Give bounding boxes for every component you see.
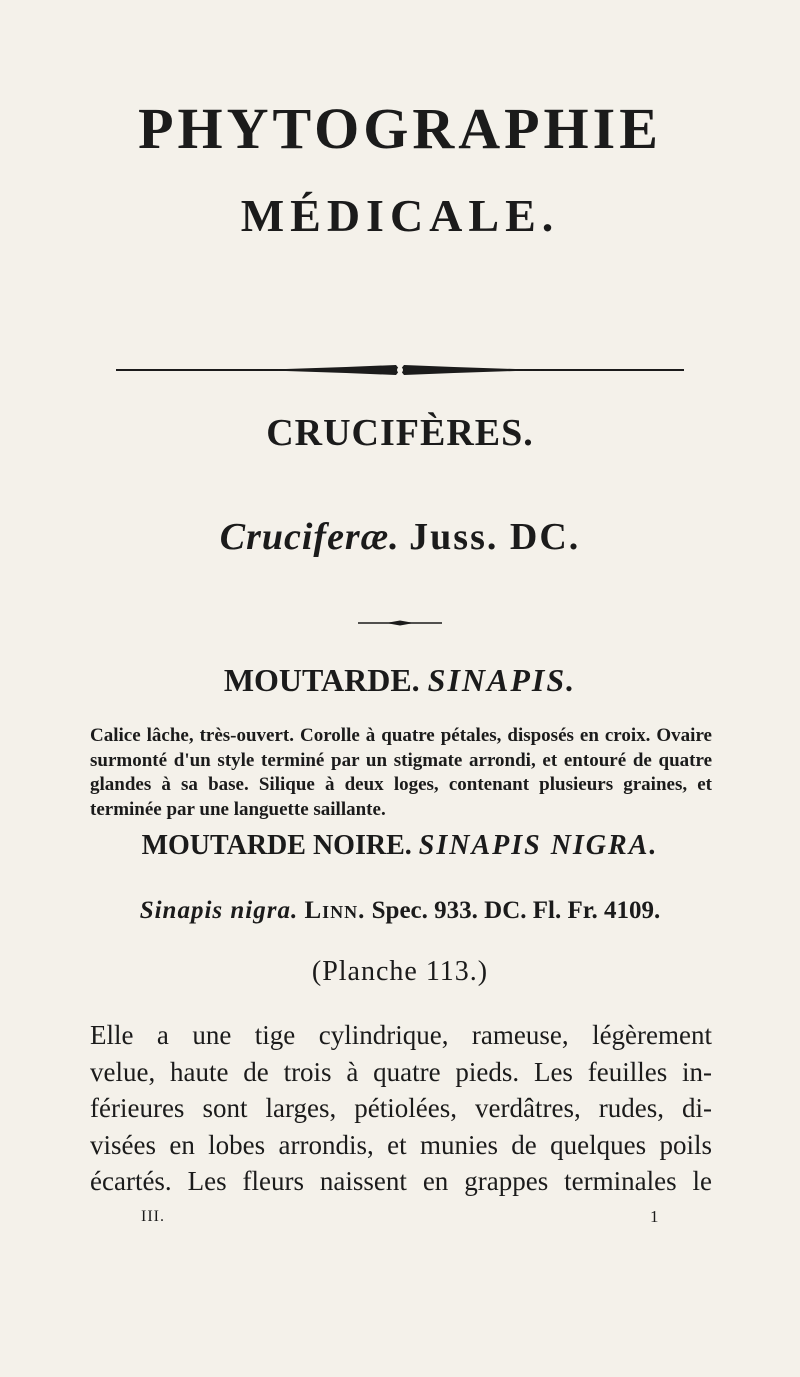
genus-heading bbox=[0, 664, 800, 696]
body-line: Elle a une tige cylindrique, rameuse, légèrement bbox=[90, 1020, 712, 1050]
citation-author: Linn. bbox=[304, 897, 366, 924]
body-line: visées en lobes arrondis, et munies de quelques poils bbox=[90, 1129, 712, 1160]
species-french: MOUTARDE NOIRE. bbox=[141, 830, 412, 861]
species-heading bbox=[0, 832, 800, 860]
gathering-signature: 1 bbox=[650, 1207, 659, 1226]
body-line: velue, haute de trois à quatre pieds. Les feuilles in- bbox=[90, 1056, 712, 1087]
page-subtitle: MÉDICALE. bbox=[240, 190, 560, 241]
body-line: écartés. Les fleurs naissent en grappes terminales le bbox=[90, 1166, 712, 1196]
species-citation bbox=[0, 898, 800, 923]
species-latin: SINAPIS NIGRA. bbox=[418, 830, 659, 861]
genus-description: Calice lâche, très-ouvert. Corolle à quatre pétales, disposés en croix. Ovaire surmonté d'un style terminé par un stigmate arrondi, et entouré de quatre glandes à sa base. Silique à deux loges, contenant plusieurs graines, et terminée par une languette saillante. bbox=[90, 725, 712, 820]
small-divider bbox=[358, 620, 442, 626]
family-latin-name: Cruciferæ. bbox=[219, 516, 400, 558]
body-paragraph bbox=[90, 1017, 712, 1200]
plate-reference: (Planche 113.) bbox=[311, 956, 489, 987]
family-heading: CRUCIFÈRES. bbox=[266, 412, 534, 454]
page-title: PHYTOGRAPHIE bbox=[138, 96, 662, 161]
genus-latin: SINAPIS. bbox=[427, 662, 577, 698]
body-line: férieures sont larges, pétiolées, verdâtres, rudes, di- bbox=[90, 1093, 712, 1123]
volume-signature: III. bbox=[141, 1208, 165, 1225]
family-latin-line bbox=[0, 518, 800, 556]
ornamental-rule bbox=[116, 362, 684, 378]
citation-name: Sinapis nigra. bbox=[139, 897, 299, 924]
family-authors: Juss. DC. bbox=[409, 516, 581, 558]
citation-reference: Spec. 933. DC. Fl. Fr. 4109. bbox=[371, 897, 661, 924]
genus-french: MOUTARDE. bbox=[223, 662, 420, 698]
